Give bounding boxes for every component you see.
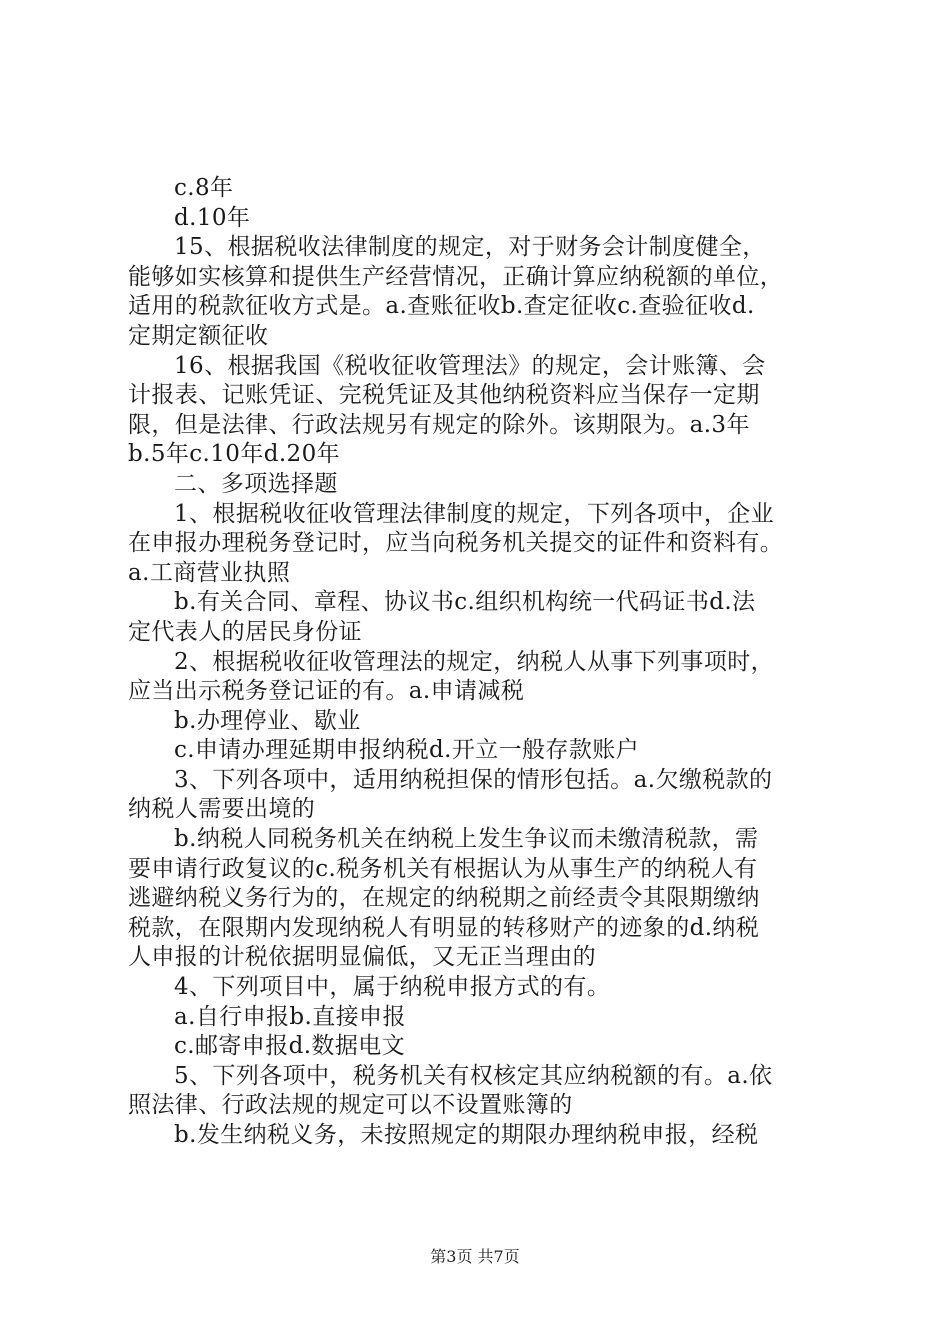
text-line: 限，但是法律、行政法规另有规定的除外。该期限为。a.3年 bbox=[128, 411, 750, 438]
text-line: d.10年 bbox=[174, 204, 251, 231]
text-line: c.8年 bbox=[174, 175, 234, 201]
text-line: c.申请办理延期申报纳税d.开立一般存款账户 bbox=[174, 737, 640, 764]
text-line: 应当出示税务登记证的有。a.申请减税 bbox=[128, 678, 525, 705]
text-line: 在申报办理税务登记时，应当向税务机关提交的证件和资料有。 bbox=[128, 530, 784, 557]
document-body bbox=[128, 174, 840, 1151]
text-line: 要申请行政复议的c.税务机关有根据认为从事生产的纳税人有 bbox=[128, 855, 758, 882]
text-line: b.纳税人同税务机关在纳税上发生争议而未缴清税款，需 bbox=[174, 826, 759, 853]
text-line: c.邮寄申报d.数据电文 bbox=[174, 1033, 406, 1060]
text-line: 适用的税款征收方式是。a.查账征收b.查定征收c.查验征收d. bbox=[128, 293, 755, 320]
text-line: 税款，在限期内发现纳税人有明显的转移财产的迹象的d.纳税 bbox=[128, 914, 760, 941]
text-line: 二、多项选择题 bbox=[174, 470, 338, 497]
text-line: 2、根据税收征收管理法的规定，纳税人从事下列事项时， bbox=[174, 648, 775, 675]
text-line: 15、根据税收法律制度的规定，对于财务会计制度健全， bbox=[174, 234, 766, 261]
text-line: 人申报的计税依据明显偏低，又无正当理由的 bbox=[128, 944, 596, 971]
text-line: 3、下列各项中，适用纳税担保的情形包括。a.欠缴税款的 bbox=[174, 766, 773, 793]
text-line: 定期定额征收 bbox=[128, 322, 269, 349]
text-line: 定代表人的居民身份证 bbox=[128, 618, 362, 645]
text-line: b.发生纳税义务，未按照规定的期限办理纳税申报，经税 bbox=[174, 1122, 759, 1148]
text-line: 5、下列各项中，税务机关有权核定其应纳税额的有。a.依 bbox=[174, 1062, 773, 1089]
text-line: 1、根据税收征收管理法律制度的规定，下列各项中，企业 bbox=[174, 500, 775, 527]
text-line: 逃避纳税义务行为的，在规定的纳税期之前经责令其限期缴纳 bbox=[128, 885, 760, 912]
text-line: 计报表、记账凭证、完税凭证及其他纳税资料应当保存一定期 bbox=[128, 382, 760, 409]
page-footer: 第3页 共7页 bbox=[430, 1247, 520, 1266]
text-line: 能够如实核算和提供生产经营情况，正确计算应纳税额的单位， bbox=[128, 263, 784, 290]
text-line: 4、下列项目中，属于纳税申报方式的有。 bbox=[174, 974, 611, 1001]
text-line: 照法律、行政法规的规定可以不设置账簿的 bbox=[128, 1092, 573, 1119]
text-line: b.有关合同、章程、协议书c.组织机构统一代码证书d.法 bbox=[174, 589, 756, 616]
text-line: 16、根据我国《税收征收管理法》的规定，会计账簿、会 bbox=[174, 352, 766, 379]
text-line: a.自行申报b.直接申报 bbox=[174, 1003, 406, 1030]
text-line: b.5年c.10年d.20年 bbox=[128, 441, 341, 468]
text-line: b.办理停业、歇业 bbox=[174, 707, 361, 734]
text-line: 纳税人需要出境的 bbox=[128, 796, 316, 823]
text-line: a.工商营业执照 bbox=[128, 559, 291, 586]
